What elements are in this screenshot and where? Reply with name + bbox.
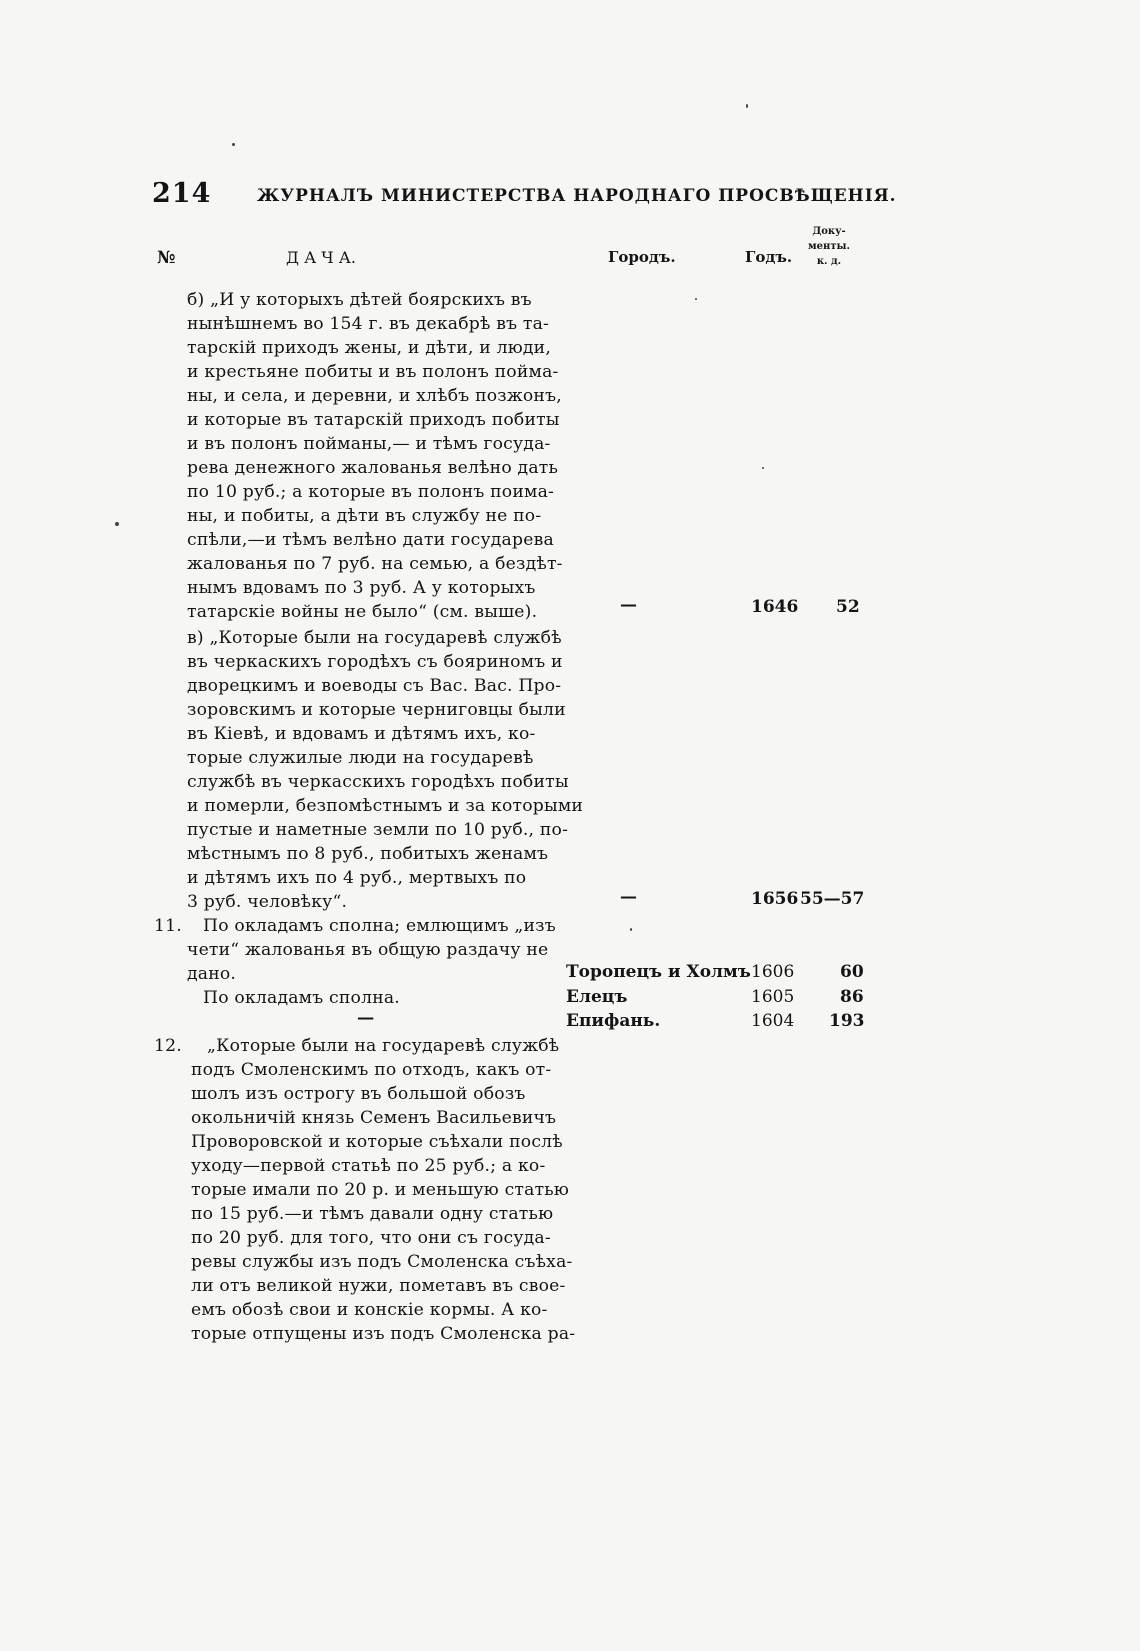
text-line: пустые и наметные земли по 10 руб., по- [187, 820, 569, 840]
text-line: нынѣшнемъ во 154 г. въ декабрѣ въ та- [187, 314, 550, 334]
text-line: по 15 руб.—и тѣмъ давали одну статью [191, 1204, 554, 1224]
text-line: торые имали по 20 р. и меньшую статью [191, 1180, 570, 1200]
running-title: ЖУРНАЛЪ МИНИСТЕРСТВА НАРОДНАГО ПРОСВѢЩЕНІЯ. [257, 186, 897, 206]
page-number: 214 [152, 178, 212, 209]
year-cell: 1604 [751, 1011, 795, 1031]
year-cell: 1605 [751, 987, 795, 1007]
text-line: торые отпущены изъ подъ Смоленска ра- [191, 1324, 576, 1344]
text-line: „Которые были на государевѣ службѣ [207, 1036, 560, 1056]
text-line: уходу—первой статьѣ по 25 руб.; а ко- [191, 1156, 546, 1176]
text-line: въ черкаскихъ городѣхъ съ бояриномъ и [187, 652, 563, 672]
column-dacha-heading: Д А Ч А. [286, 248, 356, 267]
column-number-heading: № [157, 248, 176, 268]
text-line: тарскій приходъ жены, и дѣти, и люди, [187, 338, 551, 358]
text-line: дано. [187, 964, 237, 984]
text-line: ревы службы изъ подъ Смоленска съѣха- [191, 1252, 573, 1272]
text-line: нымъ вдовамъ по 3 руб. А у которыхъ [187, 578, 536, 598]
text-line: емъ обозѣ свои и конскіе кормы. А ко- [191, 1300, 548, 1320]
text-line: спѣли,—и тѣмъ велѣно дати государева [187, 530, 554, 550]
text-line: 3 руб. человѣку“. [187, 892, 348, 912]
documents-heading-line: Доку- [812, 226, 846, 237]
text-line: ли отъ великой нужи, пометавъ въ свое- [191, 1276, 566, 1296]
scan-speck [630, 928, 632, 931]
year-cell: 1656 [751, 889, 799, 909]
scan-speck [746, 104, 748, 108]
scan-speck [232, 143, 235, 146]
text-line: — [357, 1008, 375, 1028]
text-line: Проворовской и которые съѣхали послѣ [191, 1132, 563, 1152]
text-line: окольничій князь Семенъ Васильевичъ [191, 1108, 557, 1128]
text-line: По окладамъ сполна. [203, 988, 400, 1008]
text-line: в) „Которые были на государевѣ службѣ [187, 628, 562, 648]
text-line: шолъ изъ острогу въ большой обозъ [191, 1084, 526, 1104]
text-line: мѣстнымъ по 8 руб., побитыхъ женамъ [187, 844, 549, 864]
year-cell: 1646 [751, 597, 799, 617]
text-line: и крестьяне побиты и въ полонъ пойма- [187, 362, 559, 382]
text-line: и померли, безпомѣстнымъ и за которыми [187, 796, 584, 816]
text-line: и которые въ татарскій приходъ побиты [187, 410, 560, 430]
text-line: ны, и побиты, а дѣти въ службу не по- [187, 506, 542, 526]
text-line: дворецкимъ и воеводы съ Вас. Вас. Про- [187, 676, 562, 696]
doc-cell: 55—57 [800, 889, 865, 909]
scan-speck [115, 522, 119, 526]
text-line: службѣ въ черкасскихъ городѣхъ побиты [187, 772, 569, 792]
doc-cell: 86 [840, 987, 864, 1007]
column-year-heading: Годъ. [745, 248, 793, 266]
text-line: и дѣтямъ ихъ по 4 руб., мертвыхъ по [187, 868, 527, 888]
doc-cell: 52 [836, 597, 860, 617]
text-line: и въ полонъ пойманы,— и тѣмъ госуда- [187, 434, 551, 454]
column-city-heading: Городъ. [608, 248, 676, 266]
city-cell: Епифань. [566, 1011, 661, 1031]
scan-speck [762, 467, 764, 469]
entry-number: 12. [154, 1036, 182, 1056]
city-cell: — [620, 595, 637, 615]
text-line: торые служилые люди на государевѣ [187, 748, 534, 768]
text-line: жалованья по 7 руб. на семью, а бездѣт- [187, 554, 563, 574]
text-line: подъ Смоленскимъ по отходъ, какъ от- [191, 1060, 552, 1080]
doc-cell: 193 [829, 1011, 865, 1031]
text-line: по 10 руб.; а которые въ полонъ поима- [187, 482, 555, 502]
city-cell: — [620, 887, 637, 907]
text-line: рева денежного жалованья велѣно дать [187, 458, 559, 478]
city-cell: Елецъ [566, 987, 628, 1007]
column-documents-heading [806, 224, 852, 269]
scan-speck [695, 298, 697, 300]
text-line: зоровскимъ и которые черниговцы были [187, 700, 566, 720]
text-line: татарскіе войны не было“ (см. выше). [187, 602, 538, 622]
text-line: чети“ жалованья въ общую раздачу не [187, 940, 549, 960]
text-line: ны, и села, и деревни, и хлѣбъ позжонъ, [187, 386, 562, 406]
text-line: по 20 руб. для того, что они съ госуда- [191, 1228, 551, 1248]
documents-heading-line: к. д. [816, 256, 842, 267]
text-line: По окладамъ сполна; емлющимъ „изъ [203, 916, 556, 936]
text-line: б) „И у которыхъ дѣтей боярскихъ въ [187, 290, 532, 310]
city-cell: Торопецъ и Холмъ [566, 962, 751, 982]
doc-cell: 60 [840, 962, 864, 982]
documents-heading-line: менты. [807, 241, 851, 252]
text-line: въ Кіевѣ, и вдовамъ и дѣтямъ ихъ, ко- [187, 724, 536, 744]
year-cell: 1606 [751, 962, 795, 982]
entry-number: 11. [154, 916, 182, 936]
